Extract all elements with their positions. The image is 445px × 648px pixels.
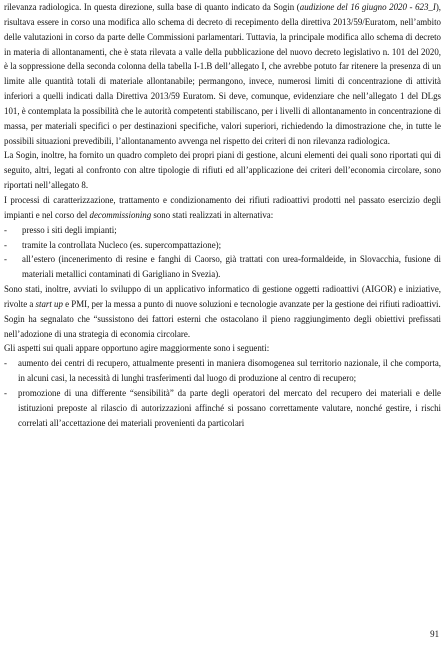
hearing-reference: audizione del 16 giugno 2020 - 623_I (299, 2, 436, 12)
list-item-text: presso i siti degli impianti; (22, 224, 117, 235)
paragraph-5: Sogin ha segnalato che “sussistono dei fattori esterni che ostacolano il pieno raggiungimento degli obiettivi prefissati nell’adozione di una strategia di economia circolare. (4, 313, 441, 339)
document-body (4, 0, 441, 430)
list-dash: - (4, 387, 7, 398)
paragraph-4-text-b: e PMI, per la messa a punto di nuove soluzioni e tecnologie avanzate per la gestione dei rifiuti radioattivi. (62, 298, 441, 309)
list-dash: - (4, 239, 7, 250)
paragraph-2: La Sogin, inoltre, ha fornito un quadro completo dei propri piani di gestione, alcuni elementi dei quali sono riportati qui di seguito, altri, legati al confronto con altre tipologie di rifiuti ed all’applicazione dei criteri dell’economia circolare, sono riportati nell’allegato 8. (4, 150, 441, 191)
list-dash: - (4, 254, 7, 265)
list-item (4, 252, 441, 282)
paragraph-6: Gli aspetti sui quali appare opportuno agire maggiormente sono i seguenti: (4, 343, 270, 354)
paragraph-1-text-a: rilevanza radiologica. In questa direzione, sulla base di quanto indicato da Sogin ( (4, 2, 300, 12)
paragraph-3-text-a: I processi di caratterizzazione, trattamento e condizionamento dei rifiuti radioattivi prodotti nel passato esercizio degli impianti e nel corso del (4, 194, 441, 220)
paragraph-3 (4, 193, 441, 223)
start-up-term: start up (35, 298, 63, 309)
list-item (4, 386, 441, 431)
decommissioning-term: decommissioning (89, 209, 152, 220)
actions-list (4, 356, 441, 430)
paragraph-4 (4, 282, 441, 312)
list-item (4, 356, 441, 386)
paragraph-1 (4, 0, 441, 148)
paragraph-4-text-a: Sono stati, inoltre, avviati lo sviluppo di un applicativo informatico di gestione oggetti radioattivi (AIGOR) e iniziative, rivolte a (4, 284, 441, 309)
page-number: 91 (430, 629, 439, 639)
paragraph-3-text-b: sono stati realizzati in alternativa: (151, 209, 274, 220)
list-item (4, 223, 441, 238)
list-item (4, 238, 441, 253)
treatment-locations-list (4, 223, 441, 282)
list-item-text: tramite la controllata Nucleco (es. supercompattazione); (22, 239, 222, 250)
list-item-text: all’estero (incenerimento di resine e fanghi di Caorso, già trattati con urea-formaldeide, in Slovacchia, fusione di materiali metallici contaminati di Garigliano in Svezia). (22, 254, 441, 280)
list-item-text: aumento dei centri di recupero, attualmente presenti in maniera disomogenea sul territorio nazionale, il che comporta, in alcuni casi, la necessità di lunghi trasferimenti dal luogo di produzione al centro di recupero; (18, 358, 441, 384)
list-dash: - (4, 358, 7, 369)
paragraph-1-text-b: ), risultava essere in corso una modifica allo schema di decreto di recepimento della direttiva 2013/59/Euratom, nell’ambito delle valutazioni in corso da parte delle Commissioni parlamentari. Tuttavia, la principale modifica allo schema di decreto in materia di allontanamenti, che è stata rilevata a valle della pubblicazione del nuovo decreto legislativo n. 101 del 2020, è la soppressione della seconda colonna della tabella I-1.B dell’allegato I, che avrebbe potuto far ritenere la presenza di un limite alle quantità totali di materiale allontanabile; permangono, invece, numerosi limiti di concentrazione di attività inferiori a quelli indicati dalla Direttiva 2013/59 Euratom. Si deve, comunque, evidenziare che nell’allegato 1 del DLgs 101, è contemplata la possibilità che le autorità competenti stabiliscano, per i livelli di allontanamento in concentrazione di massa, per materiali specifici o per destinazioni specifiche, valori superiori, richiedendo la dimostrazione che, in tutte le possibili situazioni prevedibili, l’allontanamento avvenga nel rispetto dei criteri di non rilevanza radiologica. (4, 2, 442, 146)
list-dash: - (4, 224, 7, 235)
list-item-text: promozione di una differente “sensibilità” da parte degli operatori del mercato del recupero dei materiali e delle istituzioni preposte al rilascio di autorizzazioni affinché si possano correttamente valutare, nonché gestire, i rischi correlati all’accettazione dei materiali provenienti da particolari (18, 387, 441, 428)
